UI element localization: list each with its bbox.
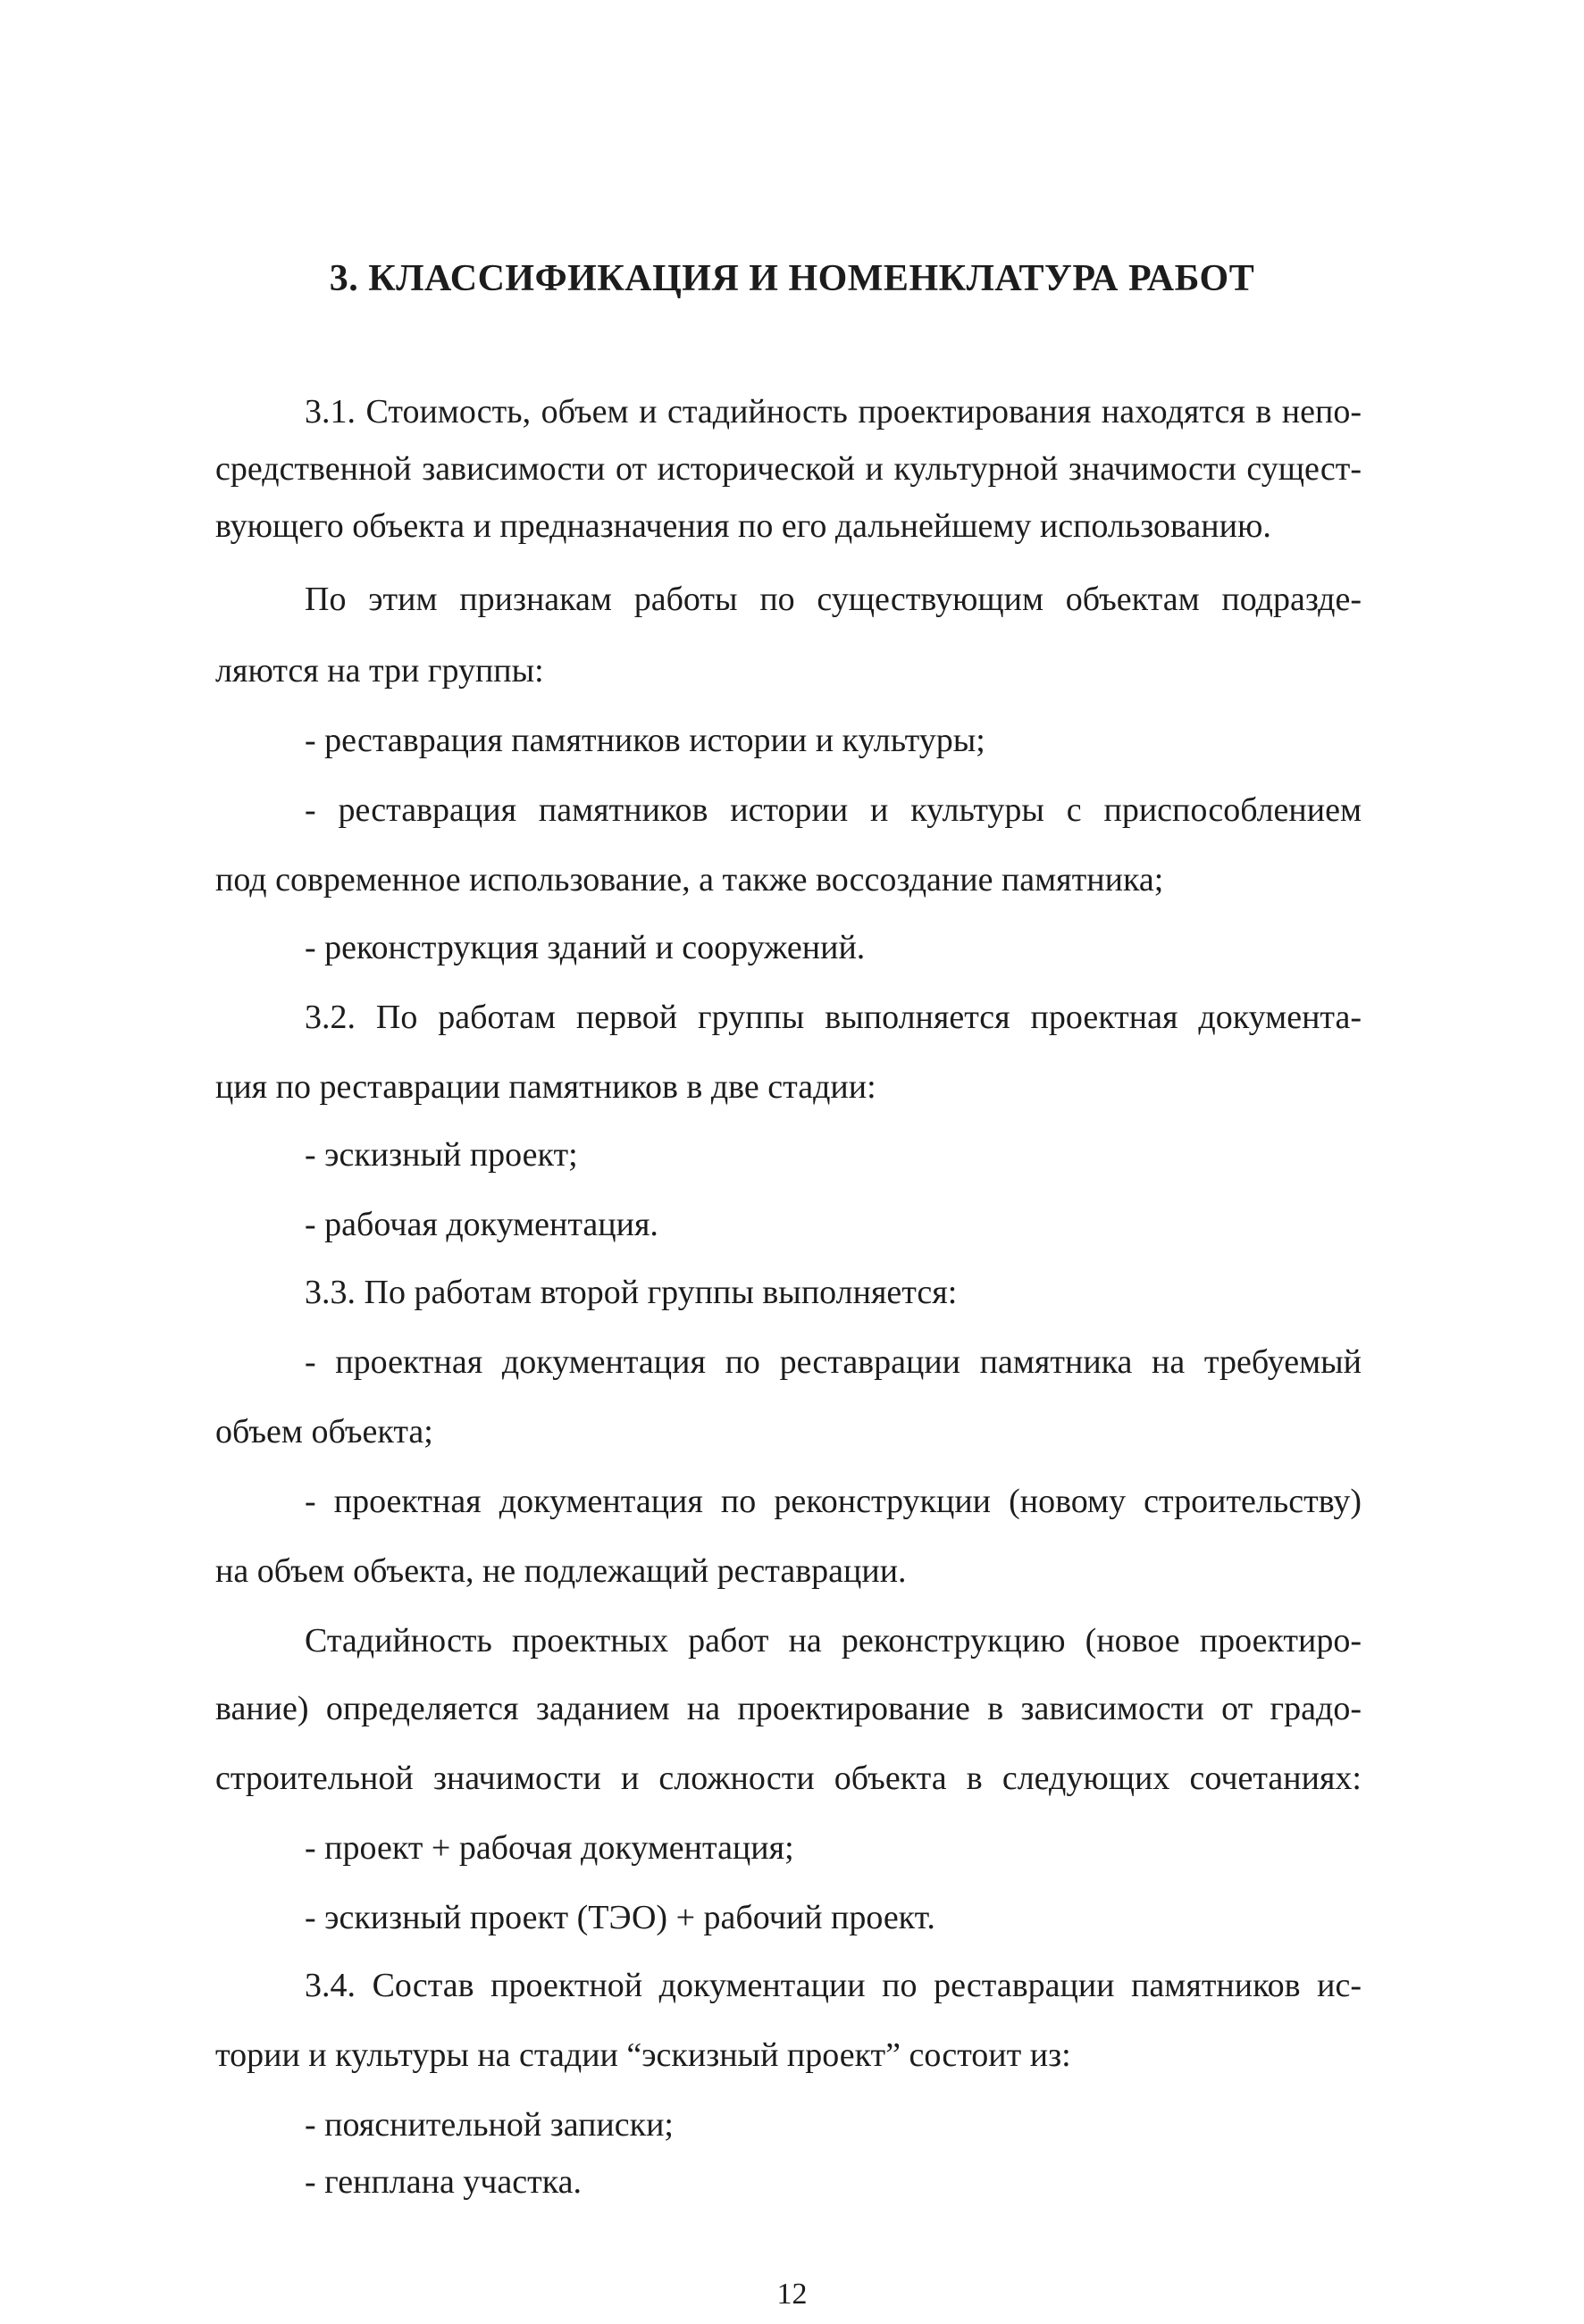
- text-line: ляются на три группы:: [215, 652, 544, 690]
- text-line: По этим признакам работы по существующим объектам подразде-: [305, 581, 1362, 618]
- list-item: - реставрация памятников истории и культуры;: [305, 722, 985, 759]
- text-line: 3.1. Стоимость, объем и стадийность проектирования находятся в непо-: [305, 393, 1362, 431]
- text-line: на объем объекта, не подлежащий реставрации.: [215, 1552, 907, 1590]
- list-item: - рабочая документация.: [305, 1206, 658, 1243]
- text-line: ция по реставрации памятников в две стадии:: [215, 1068, 876, 1106]
- text-line: 3.4. Состав проектной документации по реставрации памятников ис-: [305, 1967, 1362, 2004]
- text-line: вание) определяется заданием на проектирование в зависимости от градо-: [215, 1690, 1362, 1727]
- list-item: - проектная документация по реставрации памятника на требуемый: [305, 1343, 1362, 1381]
- section-heading: 3. КЛАССИФИКАЦИЯ И НОМЕНКЛАТУРА РАБОТ: [329, 258, 1255, 299]
- list-item: - генплана участка.: [305, 2163, 582, 2201]
- text-line: строительной значимости и сложности объекта в следующих сочетаниях:: [215, 1760, 1362, 1797]
- list-item: - реконструкция зданий и сооружений.: [305, 929, 866, 966]
- text-line: тории и культуры на стадии “эскизный проект” состоит из:: [215, 2036, 1071, 2074]
- list-item: - пояснительной записки;: [305, 2106, 674, 2144]
- text-line: Стадийность проектных работ на реконструкцию (новое проектиро-: [305, 1622, 1362, 1659]
- text-line: 3.3. По работам второй группы выполняется:: [305, 1274, 958, 1311]
- list-item: - реставрация памятников истории и культуры с приспособлением: [305, 791, 1362, 829]
- text-line: вующего объекта и предназначения по его дальнейшему использованию.: [215, 507, 1271, 545]
- text-line: объем объекта;: [215, 1413, 433, 1450]
- list-item: - эскизный проект;: [305, 1136, 578, 1174]
- list-item: - проектная документация по реконструкции (новому строительству): [305, 1483, 1362, 1520]
- text-line: средственной зависимости от исторической и культурной значимости сущест-: [215, 450, 1362, 488]
- page-number: 12: [776, 2278, 808, 2311]
- text-line: 3.2. По работам первой группы выполняется проектная документа-: [305, 999, 1362, 1036]
- list-item: - эскизный проект (ТЭО) + рабочий проект.: [305, 1899, 935, 1936]
- list-item: - проект + рабочая документация;: [305, 1829, 794, 1867]
- text-line: под современное использование, а также воссоздание памятника;: [215, 861, 1164, 899]
